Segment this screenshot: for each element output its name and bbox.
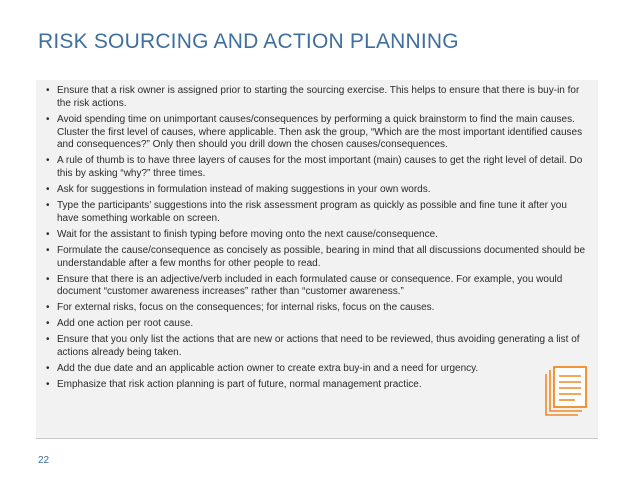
bullet-text: Add the due date and an applicable action owner to create extra buy-in and a need for urgency. [57, 363, 479, 375]
bullet-list [36, 80, 598, 392]
bullet-item [46, 245, 588, 271]
bullet-item [46, 155, 588, 181]
bullet-dot: • [46, 200, 50, 212]
bullet-dot: • [46, 244, 50, 256]
bullet-text: Add one action per root cause. [57, 318, 194, 330]
bullet-dot: • [46, 184, 50, 196]
bullet-item [46, 379, 588, 392]
bullet-dot: • [46, 363, 50, 375]
bullet-text: Avoid spending time on unimportant causes/consequences by performing a quick brainstorm to find the main causes. Cluster the first level of causes, where applicable. Then ask the group, “Which are the most important identified causes and consequences?” Only then should you drill down the chosen causes/consequences. [57, 113, 583, 151]
bullet-item [46, 200, 588, 226]
bullet-item [46, 114, 588, 152]
bullet-text: Wait for the assistant to finish typing before moving onto the next cause/consequence. [57, 228, 438, 240]
bullet-dot: • [46, 334, 50, 346]
bullet-text: Ask for suggestions in formulation instead of making suggestions in your own words. [57, 184, 431, 196]
bullet-text: For external risks, focus on the consequences; for internal risks, focus on the causes. [57, 302, 435, 314]
footer-divider [36, 438, 598, 439]
bullet-dot: • [46, 302, 50, 314]
bullet-text: Type the participants’ suggestions into the risk assessment program as quickly as possible and fine tune it after you have something workable on screen. [57, 200, 567, 224]
page-number: 22 [38, 455, 50, 466]
bullet-dot: • [46, 379, 50, 391]
content-panel [36, 80, 598, 438]
bullet-text: A rule of thumb is to have three layers of causes for the most important (main) causes to get the right level of detail. Do this by asking “why?” three times. [57, 155, 583, 180]
bullet-dot: • [46, 318, 50, 330]
bullet-dot: • [46, 228, 50, 240]
bullet-dot: • [46, 85, 50, 96]
bullet-text: Ensure that you only list the actions that are new or actions that need to be reviewed, thus avoiding generating a list of actions already being taken. [57, 334, 580, 359]
bullet-text: Ensure that a risk owner is assigned prior to starting the sourcing exercise. This helps to ensure that there is buy-in for the risk actions. [57, 85, 580, 109]
bullet-item [46, 363, 588, 376]
bullet-dot: • [46, 113, 50, 125]
bullet-item [46, 229, 588, 242]
slide-title: RISK SOURCING AND ACTION PLANNING [38, 30, 459, 53]
bullet-item [46, 274, 588, 300]
bullet-text: Emphasize that risk action planning is part of future, normal management practice. [57, 379, 422, 391]
bullet-item [46, 318, 588, 331]
bullet-item [46, 85, 588, 111]
bullet-text: Formulate the cause/consequence as concisely as possible, bearing in mind that all discussions documented should be understandable after a few months for other people to read. [57, 244, 586, 269]
bullet-item [46, 184, 588, 197]
bullet-item [46, 334, 588, 360]
document-list-icon [542, 366, 588, 418]
bullet-item [46, 302, 588, 315]
bullet-dot: • [46, 155, 50, 167]
bullet-dot: • [46, 273, 50, 285]
bullet-text: Ensure that there is an adjective/verb included in each formulated cause or consequence. For example, you would document “customer awareness increases” rather than “customer awareness.” [57, 273, 563, 298]
